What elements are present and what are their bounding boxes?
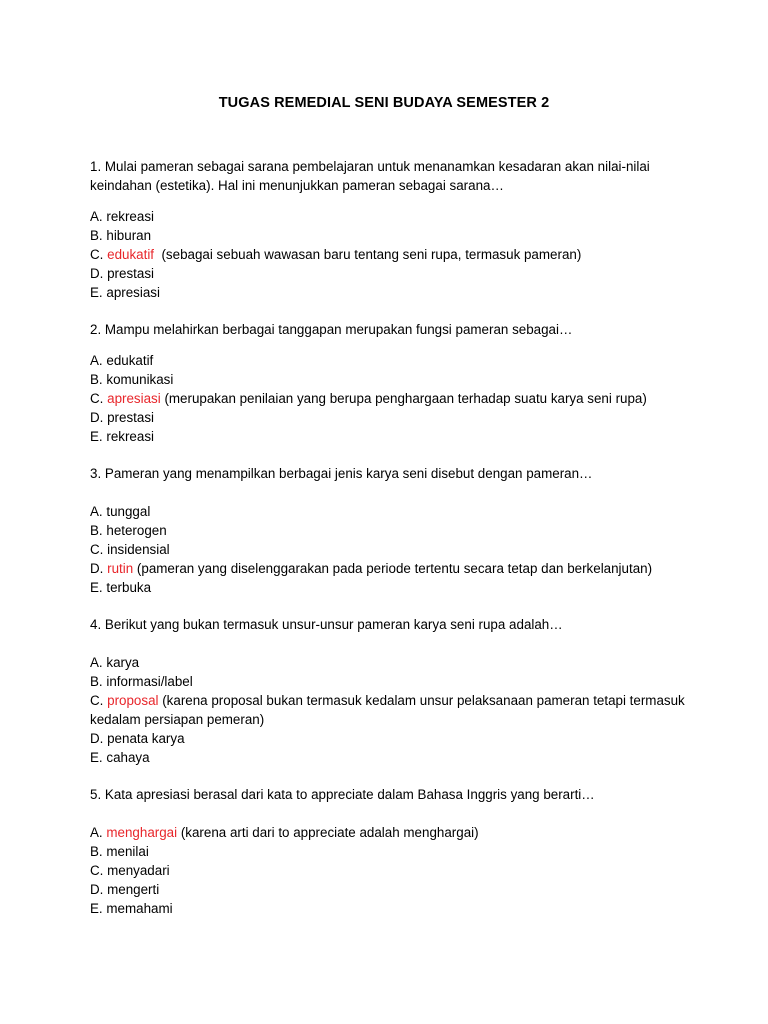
question-5-option-d: D. mengerti — [90, 882, 160, 897]
answer-explanation: (merupakan penilaian yang berupa penghargaan terhadap suatu karya seni rupa) — [160, 391, 647, 406]
question-3: 3. Pameran yang menampilkan berbagai jenis karya seni disebut dengan pameran… — [90, 466, 593, 481]
question-2-option-d: D. prestasi — [90, 410, 154, 425]
question-4-option-b: B. informasi/label — [90, 674, 193, 689]
question-2-option-b: B. komunikasi — [90, 372, 174, 387]
question-2-options — [90, 351, 690, 446]
option-letter: D. — [90, 561, 108, 576]
question-5-option-b: B. menilai — [90, 844, 149, 859]
document-title: TUGAS REMEDIAL SENI BUDAYA SEMESTER 2 — [218, 95, 550, 111]
question-5-option-c: C. menyadari — [90, 863, 170, 878]
question-3-option-c: C. insidensial — [90, 542, 170, 557]
question-1-option-e: E. apresiasi — [90, 285, 160, 300]
question-1: 1. Mulai pameran sebagai sarana pembelajaran untuk menanamkan kesadaran akan nilai-nilai keindahan (estetika). Hal ini menunjukkan pameran sebagai sarana… — [90, 159, 650, 193]
correct-answer: apresiasi — [107, 391, 161, 406]
question-1-option-c — [90, 245, 690, 264]
option-letter: A. — [90, 825, 107, 840]
question-4: 4. Berikut yang bukan termasuk unsur-unsur pameran karya seni rupa adalah… — [90, 617, 563, 632]
option-letter: C. — [90, 391, 108, 406]
question-3-option-b: B. heterogen — [90, 523, 167, 538]
question-3-option-e: E. terbuka — [90, 580, 152, 595]
option-letter: C. — [90, 247, 108, 262]
correct-answer: menghargai — [106, 825, 178, 840]
answer-explanation: (pameran yang diselenggarakan pada periode tertentu secara tetap dan berkelanjutan) — [133, 561, 653, 576]
question-1-option-d: D. prestasi — [90, 266, 154, 281]
document-body — [90, 157, 690, 936]
question-4-option-c — [90, 691, 690, 729]
answer-explanation: (sebagai sebuah wawasan baru tentang seni rupa, termasuk pameran) — [154, 247, 582, 262]
correct-answer: edukatif — [107, 247, 155, 262]
question-1-options — [90, 207, 690, 302]
question-3-options — [90, 502, 690, 597]
correct-answer: proposal — [107, 693, 159, 708]
question-1-option-b: B. hiburan — [90, 228, 152, 243]
question-5-options — [90, 823, 690, 918]
option-letter: C. — [90, 693, 108, 708]
question-5: 5. Kata apresiasi berasal dari kata to appreciate dalam Bahasa Inggris yang berarti… — [90, 787, 595, 802]
question-2-option-a: A. edukatif — [90, 353, 154, 368]
question-2-option-e: E. rekreasi — [90, 429, 154, 444]
question-1-option-a: A. rekreasi — [90, 209, 154, 224]
question-4-option-e: E. cahaya — [90, 750, 150, 765]
question-4-option-d: D. penata karya — [90, 731, 185, 746]
question-4-options — [90, 653, 690, 767]
question-5-option-e: E. memahami — [90, 901, 173, 916]
question-3-option-a: A. tunggal — [90, 504, 151, 519]
answer-explanation: (karena proposal bukan termasuk kedalam unsur pelaksanaan pameran tetapi termasuk kedalam persiapan pemeran) — [90, 693, 685, 727]
question-3-option-d — [90, 559, 690, 578]
question-2-option-c — [90, 389, 690, 408]
question-5-option-a — [90, 823, 690, 842]
answer-explanation: (karena arti dari to appreciate adalah menghargai) — [177, 825, 479, 840]
question-4-option-a: A. karya — [90, 655, 140, 670]
question-2: 2. Mampu melahirkan berbagai tanggapan merupakan fungsi pameran sebagai… — [90, 322, 573, 337]
correct-answer: rutin — [107, 561, 134, 576]
